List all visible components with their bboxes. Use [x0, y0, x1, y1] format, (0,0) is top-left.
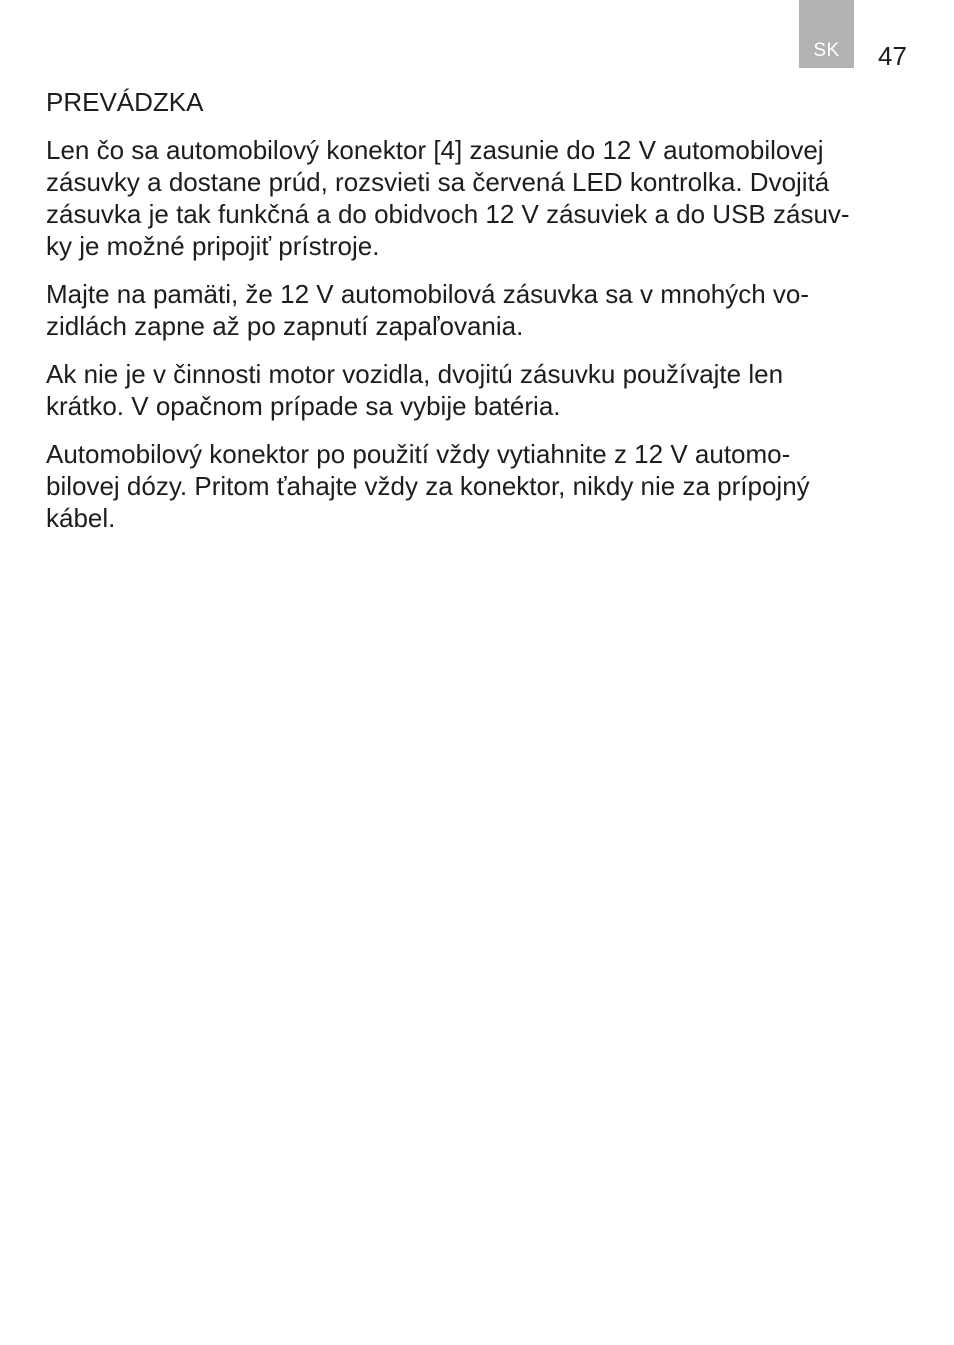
paragraph-ignition-note: Majte na pamäti, že 12 V automobilová zásuvka sa v mnohých vo- zidlách zapne až po zapnutí zapaľovania. — [46, 279, 810, 341]
language-tab — [799, 0, 854, 68]
paragraph-battery-warning: Ak nie je v činnosti motor vozidla, dvojitú zásuvku používajte len krátko. V opačnom prípade sa vybije batéria. — [46, 359, 784, 421]
paragraph-unplug-instruction: Automobilový konektor po použití vždy vytiahnite z 12 V automo- bilovej dózy. Pritom ťahajte vždy za konektor, nikdy nie za prípojný kábel. — [46, 439, 810, 533]
language-tab-label: SK — [813, 40, 840, 61]
page-number: 47 — [878, 41, 907, 71]
section-title: PREVÁDZKA — [46, 87, 204, 117]
page-content — [46, 86, 912, 550]
paragraph-operation: Len čo sa automobilový konektor [4] zasunie do 12 V automobilovej zásuvky a dostane prúd, rozsvieti sa červená LED kontrolka. Dvojitá zásuvka je tak funkčná a do obidvoch 12 V zásuviek a do USB zásuv- ky je možné pripojiť prístroje. — [46, 135, 850, 261]
